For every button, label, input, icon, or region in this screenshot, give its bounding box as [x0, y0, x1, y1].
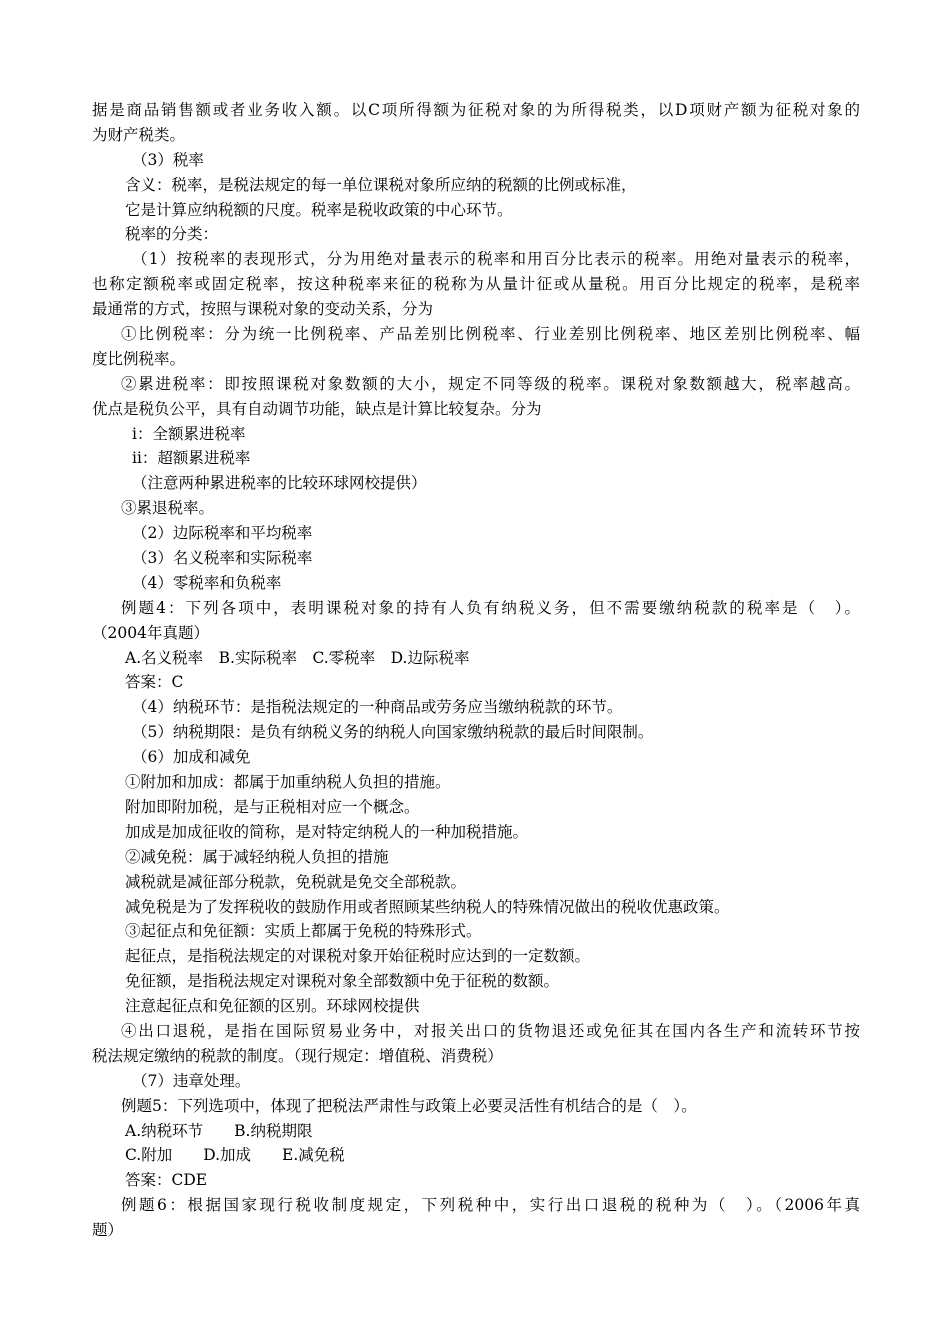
text-line: 也称定额税率或固定税率，按这种税率来征的税称为从量计征或从量税。用百分比规定的税率，是税率 [92, 275, 860, 294]
text-line: 含义：税率，是税法规定的每一单位课税对象所应纳的税额的比例或标准， [125, 175, 637, 194]
text-line: 据是商品销售额或者业务收入额。以C项所得额为征税对象的为所得税类，以D项财产额为征税对象的 [92, 101, 860, 119]
text-line: ③起征点和免征额：实质上都属于免税的特殊形式。 [125, 922, 482, 941]
text-line: （3）名义税率和实际税率 [132, 549, 313, 568]
text-line: （1）按税率的表现形式，分为用绝对量表示的税率和用百分比表示的税率。用绝对量表示的税率， [132, 250, 860, 269]
text-line: （注意两种累进税率的比较环球网校提供） [132, 474, 427, 493]
text-line: ①比例税率：分为统一比例税率、产品差别比例税率、行业差别比例税率、地区差别比例税率、幅 [121, 325, 860, 344]
text-line: 最通常的方式，按照与课税对象的变动关系，分为 [92, 300, 434, 319]
text-line: A.纳税环节 B.纳税期限 [125, 1121, 313, 1140]
text-line: 答案：CDE [125, 1171, 208, 1190]
text-line: A.名义税率 B.实际税率 C.零税率 D.边际税率 [125, 648, 470, 667]
text-line: 例题5：下列选项中，体现了把税法严肃性与政策上必要灵活性有机结合的是（ ）。 [121, 1096, 697, 1115]
text-line: ①附加和加成：都属于加重纳税人负担的措施。 [125, 773, 451, 792]
text-line: （2004年真题） [92, 623, 209, 642]
text-line: 它是计算应纳税额的尺度。税率是税收政策的中心环节。 [125, 200, 513, 219]
document-body [92, 98, 860, 1243]
text-line: （3）税率 [132, 150, 204, 169]
text-line: （4）零税率和负税率 [132, 573, 282, 592]
text-line: 例题4：下列各项中，表明课税对象的持有人负有纳税义务，但不需要缴纳税款的税率是（ ）。 [121, 598, 860, 617]
text-line: 减税就是减征部分税款，免税就是免交全部税款。 [125, 872, 467, 891]
text-line: ⅱ：超额累进税率 [132, 449, 251, 468]
text-line: （4）纳税环节：是指税法规定的一种商品或劳务应当缴纳税款的环节。 [132, 698, 623, 717]
text-line: 度比例税率。 [92, 349, 186, 368]
text-line: 答案：C [125, 673, 184, 692]
text-line: ③累退税率。 [121, 499, 215, 518]
text-line: 附加即附加税，是与正税相对应一个概念。 [125, 797, 420, 816]
text-line: ④出口退税，是指在国际贸易业务中，对报关出口的货物退还或免征其在国内各生产和流转环节按 [121, 1021, 860, 1040]
text-line: C.附加 D.加成 E.减免税 [125, 1146, 345, 1165]
text-line: 起征点，是指税法规定的对课税对象开始征税时应达到的一定数额。 [125, 947, 591, 966]
text-line: 注意起征点和免征额的区别。环球网校提供 [125, 997, 420, 1016]
text-line: ②累进税率：即按照课税对象数额的大小，规定不同等级的税率。课税对象数额越大，税率越高。 [121, 374, 860, 393]
text-line: 题） [92, 1221, 124, 1240]
text-line: （5）纳税期限：是负有纳税义务的纳税人向国家缴纳税款的最后时间限制。 [132, 723, 654, 742]
text-line: ②减免税：属于减轻纳税人负担的措施 [125, 847, 389, 866]
text-line: 税率的分类： [125, 225, 219, 244]
text-line: ⅰ：全额累进税率 [132, 424, 246, 443]
text-line: （2）边际税率和平均税率 [132, 524, 313, 543]
text-line: （6）加成和减免 [132, 748, 251, 767]
text-line: 例题6：根据国家现行税收制度规定，下列税种中，实行出口退税的税种为（ ）。（2006年真 [121, 1196, 860, 1215]
text-line: （7）违章处理。 [132, 1071, 251, 1090]
text-line: 为财产税类。 [92, 125, 186, 144]
text-line: 优点是税负公平，具有自动调节功能，缺点是计算比较复杂。分为 [92, 399, 542, 418]
text-line: 减免税是为了发挥税收的鼓励作用或者照顾某些纳税人的特殊情况做出的税收优惠政策。 [125, 897, 730, 916]
text-line: 税法规定缴纳的税款的制度。（现行规定：增值税、消费税） [92, 1046, 503, 1065]
text-line: 加成是加成征收的简称，是对特定纳税人的一种加税措施。 [125, 822, 529, 841]
text-line: 免征额，是指税法规定对课税对象全部数额中免于征税的数额。 [125, 972, 560, 991]
